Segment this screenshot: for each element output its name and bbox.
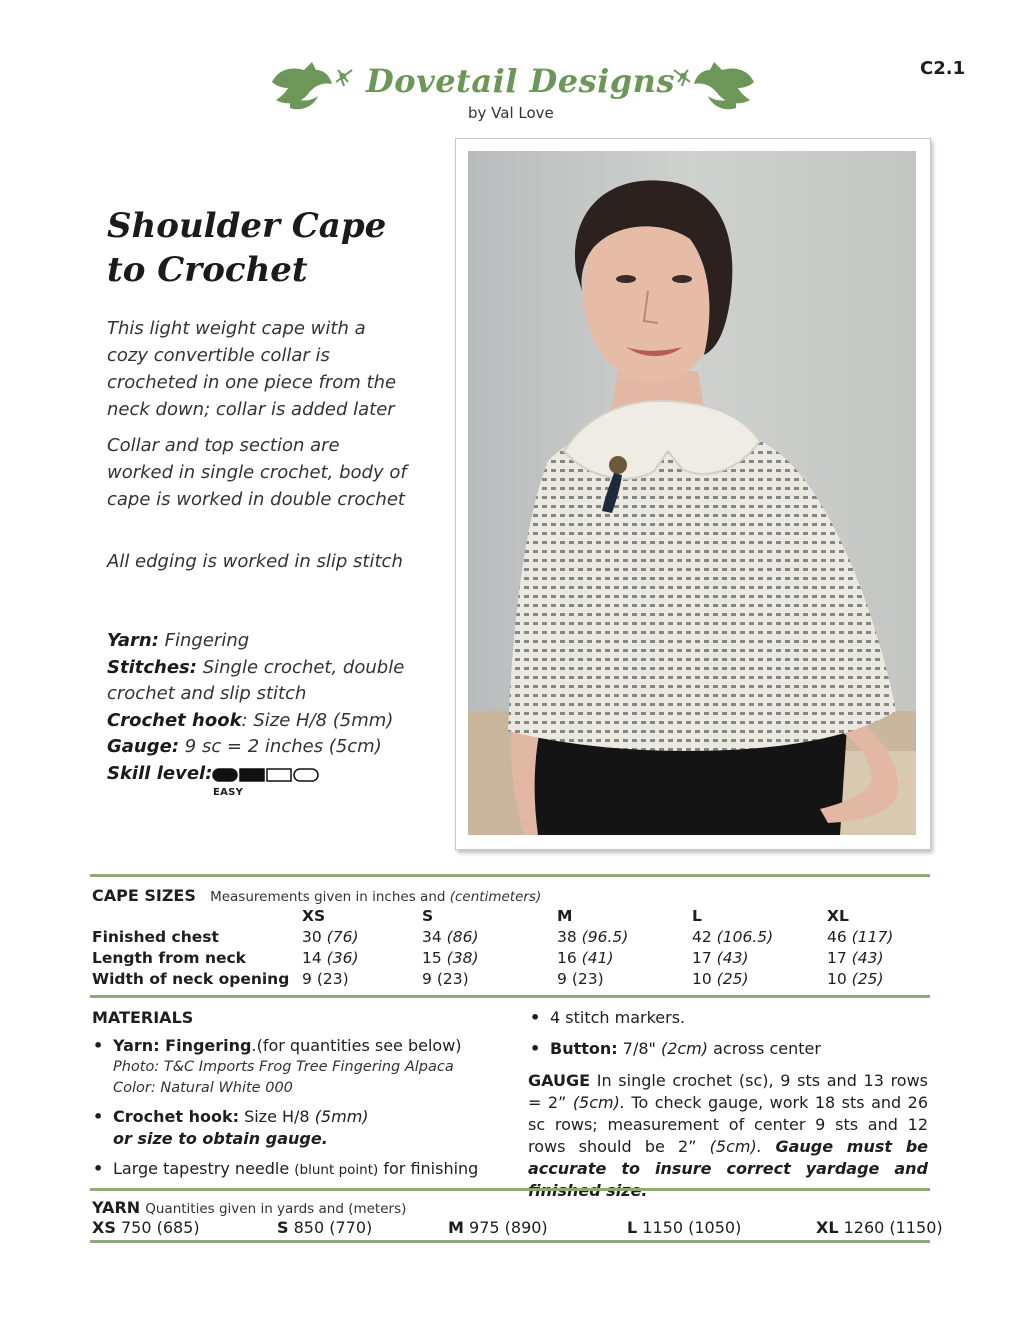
spec-label: Gauge:	[107, 736, 180, 757]
hook-note: or size to obtain gauge.	[113, 1129, 328, 1148]
table-cell: 17 (43)	[827, 949, 884, 967]
table-cell: 14 (36)	[302, 949, 359, 967]
description-paragraph: All edging is worked in slip stitch	[107, 551, 403, 572]
size-column-header: L	[692, 907, 702, 925]
yarn-photo-note: Photo: T&C Imports Frog Tree Fingering Alpaca	[113, 1059, 454, 1075]
yarn-heading: YARN	[92, 1198, 141, 1217]
gauge-paragraph: GAUGE In single crochet (sc), 9 sts and 13 rows = 2” (5cm). To check gauge, work 18 sts and 26 sc rows; measurement of center 9 sts and 12 rows should be 2” (5cm). Gauge must be accurate to insure correct yardage and	[528, 1071, 929, 1178]
section-divider	[90, 995, 930, 998]
pattern-title-line1: Shoulder Cape	[107, 206, 387, 246]
table-row-label: Width of neck opening	[92, 970, 290, 988]
spec-value: 9 sc = 2 inches (5cm)	[184, 736, 382, 757]
spec-value: : Size H/8 (5mm)	[241, 709, 394, 731]
yarn-quantity: XS 750 (685)	[92, 1218, 200, 1237]
skill-level-icon	[212, 767, 322, 783]
table-cell: 30 (76)	[302, 928, 359, 946]
yarn-quantity: L 1150 (1050)	[627, 1218, 742, 1237]
page-code: C2.1	[920, 58, 966, 79]
table-cell: 9 (23)	[422, 970, 469, 988]
section-divider	[90, 874, 930, 877]
size-column-header: M	[557, 907, 573, 925]
list-item: • Button: 7/8" (2cm) across center	[530, 1039, 821, 1058]
yarn-quantity: S 850 (770)	[277, 1218, 373, 1237]
table-row-label: Length from neck	[92, 949, 246, 967]
table-cell: 10 (25)	[692, 970, 749, 988]
gauge-heading: GAUGE	[528, 1071, 591, 1090]
sizes-heading: CAPE SIZES	[92, 886, 196, 905]
table-cell: 46 (117)	[827, 928, 894, 946]
skill-segment	[294, 769, 318, 781]
yarn-subheading: Quantities given in yards and (meters)	[145, 1201, 407, 1217]
size-column-header: XS	[302, 907, 326, 925]
table-row-label: Finished chest	[92, 928, 219, 946]
list-item: • Crochet hook: Size H/8 (5mm) or size to obtain gauge.	[113, 1106, 493, 1150]
size-column-header: S	[422, 907, 434, 925]
description-paragraph: Collar and top section are worked in single crochet, body of cape is worked in double crochet	[107, 435, 407, 510]
brand-byline: by Val Love	[468, 104, 554, 122]
materials-heading: MATERIALS	[92, 1008, 194, 1027]
spec-label: Skill level:	[107, 762, 213, 784]
description-paragraph: This light weight cape with a cozy convertible collar is crocheted in one piece from the neck down; collar is added later	[107, 318, 397, 420]
list-item: • Large tapestry needle (blunt point) for finishing	[93, 1159, 479, 1178]
skill-caption: EASY	[213, 787, 244, 798]
spec-label: Stitches:	[107, 656, 197, 678]
skill-segment	[213, 769, 237, 781]
list-item: • 4 stitch markers.	[530, 1008, 686, 1027]
section-divider	[90, 1240, 930, 1243]
brand-name: Dovetail Designs	[366, 62, 675, 100]
sizes-subheading: Measurements given in inches and	[210, 889, 450, 905]
list-item: • Yarn: Fingering.(for quantities see below) Photo: T&C Imports Frog Tree Fingering Alpaca Color: Natural White 000	[113, 1035, 493, 1099]
table-cell: 17 (43)	[692, 949, 749, 967]
section-divider	[90, 1188, 930, 1191]
table-cell: 42 (106.5)	[692, 928, 774, 946]
skill-segment	[240, 769, 264, 781]
skill-segment	[267, 769, 291, 781]
spec-label: Crochet hook	[107, 709, 242, 731]
yarn-quantity: M 975 (890)	[448, 1218, 548, 1237]
table-cell: 10 (25)	[827, 970, 884, 988]
table-cell: 9 (23)	[302, 970, 349, 988]
sizes-subheading-units: (centimeters)	[449, 889, 542, 905]
yarn-heading-row	[92, 1198, 406, 1217]
table-cell: 34 (86)	[422, 928, 479, 946]
table-cell: 16 (41)	[557, 949, 614, 967]
pattern-specs	[107, 628, 427, 787]
yarn-quantity: XL 1260 (1150)	[816, 1218, 943, 1237]
table-cell: 15 (38)	[422, 949, 479, 967]
pattern-title	[107, 204, 427, 292]
size-column-header: XL	[827, 907, 849, 925]
spec-label: Yarn:	[107, 630, 159, 651]
table-cell: 9 (23)	[557, 970, 604, 988]
table-cell: 38 (96.5)	[557, 928, 629, 946]
yarn-color-note: Color: Natural White 000	[113, 1080, 293, 1096]
spec-value: Single crochet, double crochet and slip stitch	[107, 656, 405, 704]
sizes-heading-row	[92, 886, 541, 905]
spec-value: Fingering	[164, 630, 250, 651]
photo-woman-cape-icon	[468, 151, 916, 835]
pattern-title-line2: to Crochet	[107, 250, 308, 290]
